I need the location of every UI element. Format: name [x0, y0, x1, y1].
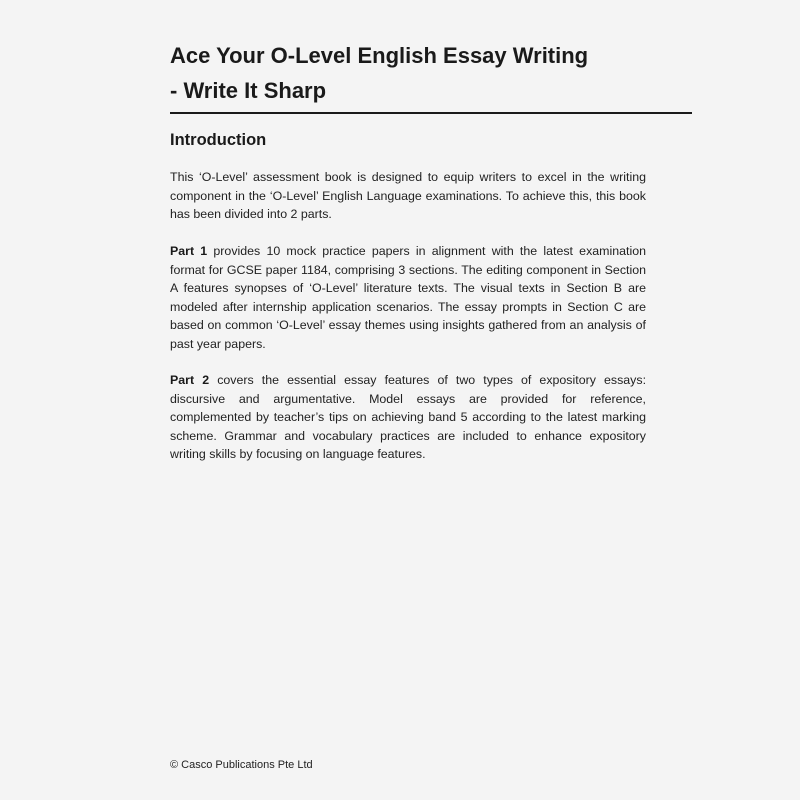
- part-2-label: Part 2: [170, 373, 210, 387]
- part-1-label: Part 1: [170, 244, 208, 258]
- part-2-text: covers the essential essay features of two types of expository essays: discursive and argumentative. Model essays are provided for reference, complemented by teacher’s tips on achieving band 5 according to the latest marking scheme. Grammar and vocabulary practices are included to enhance expository writing skills by focusing on language features.: [170, 373, 647, 461]
- copyright-footer: © Casco Publications Pte Ltd: [170, 759, 313, 771]
- title-line-1: Ace Your O-Level English Essay Writing: [170, 43, 589, 68]
- part-1-text: provides 10 mock practice papers in alignment with the latest examination format for GCSE paper 1184, comprising 3 sections. The editing component in Section A features synopses of ‘O-Level’ literature texts. The visual texts in Section B are modeled after internship application scenarios. The essay prompts in Section C are based on common ‘O-Level’ essay themes using insights gathered from an analysis of past year papers.: [170, 244, 646, 351]
- section-heading: Introduction: [170, 131, 267, 149]
- title-divider: [170, 112, 692, 114]
- part-1-paragraph: [170, 242, 646, 353]
- title-line-2: - Write It Sharp: [170, 78, 327, 103]
- document-title: [170, 38, 692, 108]
- intro-paragraph: This ‘O-Level’ assessment book is designed to equip writers to excel in the writing component in the ‘O-Level’ English Language examinations. To achieve this, this book has been divided into 2 parts.: [170, 170, 646, 221]
- part-2-paragraph: [170, 371, 646, 464]
